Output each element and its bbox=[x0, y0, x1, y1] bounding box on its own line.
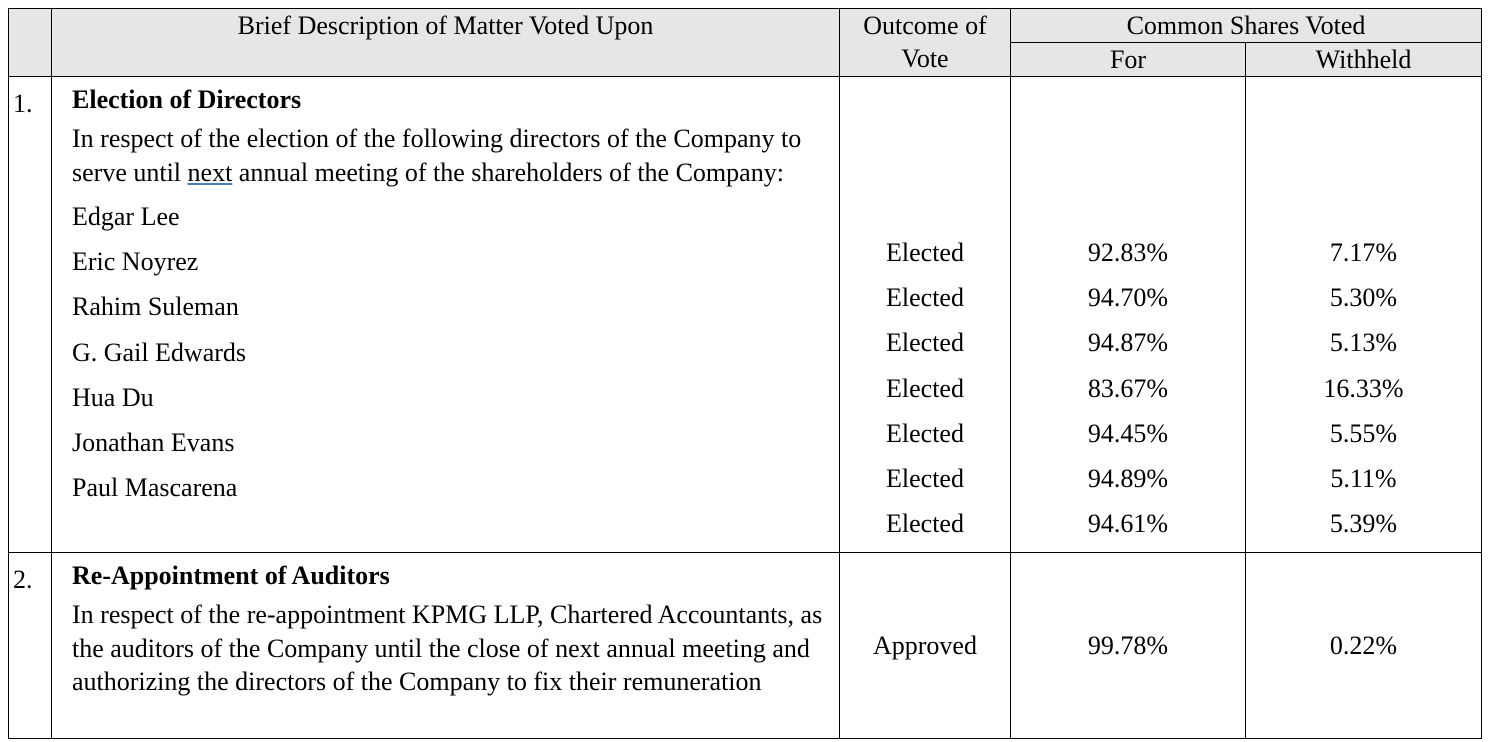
item-text bbox=[72, 122, 839, 189]
director-outcome: Elected bbox=[886, 373, 964, 403]
item-title: Election of Directors bbox=[72, 85, 302, 114]
director-outcome: Elected bbox=[886, 509, 964, 539]
director-outcome: Elected bbox=[886, 283, 964, 313]
header-number-cell bbox=[9, 9, 52, 77]
item-description bbox=[52, 77, 840, 553]
header-outcome: Outcome of Vote bbox=[840, 9, 1011, 77]
item-text: In respect of the re-appointment KPMG LLP, Chartered Accountants, as the auditors of the Company until the close of next annual meeting and authorizing the directors of the Company to fix their remuneration bbox=[72, 600, 823, 697]
director-name: Jonathan Evans bbox=[72, 427, 235, 457]
auditors-withheld-pct: 0.22% bbox=[1246, 553, 1482, 739]
table-row-re-appointment-of-auditors bbox=[9, 553, 1482, 739]
item-text-part: annual meeting of the shareholders of the Company: bbox=[232, 157, 784, 187]
director-for-pct: 83.67% bbox=[1087, 373, 1169, 403]
header-common-shares-voted: Common Shares Voted bbox=[1011, 9, 1482, 43]
director-outcome: Elected bbox=[886, 463, 964, 493]
outcome-column bbox=[840, 77, 1011, 553]
item-title: Re-Appointment of Auditors bbox=[72, 561, 390, 591]
director-withheld-pct: 5.39% bbox=[1329, 509, 1398, 539]
director-withheld-pct: 5.11% bbox=[1330, 463, 1397, 493]
auditors-outcome: Approved bbox=[840, 553, 1011, 739]
director-withheld-pct: 7.17% bbox=[1329, 238, 1398, 267]
item-number: 2. bbox=[9, 553, 52, 739]
director-outcome: Elected bbox=[886, 238, 964, 267]
director-name: Edgar Lee bbox=[72, 202, 180, 231]
header-withheld: Withheld bbox=[1246, 43, 1482, 77]
header-for: For bbox=[1011, 43, 1246, 77]
director-name: G. Gail Edwards bbox=[72, 337, 247, 367]
withheld-column bbox=[1246, 77, 1482, 553]
item-text-part: In respect of the election of the following directors of the Company to serve until bbox=[72, 124, 802, 187]
auditors-for-pct: 99.78% bbox=[1011, 553, 1246, 739]
header-description: Brief Description of Matter Voted Upon bbox=[52, 9, 840, 77]
item-description bbox=[52, 553, 840, 739]
director-withheld-pct: 5.55% bbox=[1329, 418, 1398, 448]
director-outcome: Elected bbox=[886, 328, 964, 358]
director-for-pct: 94.70% bbox=[1087, 283, 1169, 313]
director-name: Rahim Suleman bbox=[72, 292, 239, 322]
director-outcome: Elected bbox=[886, 418, 964, 448]
director-name: Eric Noyrez bbox=[72, 247, 199, 277]
item-text-underlined-word: next bbox=[187, 157, 233, 187]
director-for-pct: 94.61% bbox=[1087, 509, 1169, 539]
director-names-list bbox=[72, 200, 839, 516]
director-withheld-pct: 5.13% bbox=[1329, 328, 1398, 358]
table-row-election-of-directors bbox=[9, 77, 1482, 553]
director-for-pct: 94.45% bbox=[1087, 418, 1169, 448]
director-name: Paul Mascarena bbox=[72, 473, 238, 503]
director-for-pct: 94.89% bbox=[1087, 463, 1169, 493]
item-number: 1. bbox=[9, 77, 52, 553]
director-name: Hua Du bbox=[72, 382, 154, 412]
director-withheld-pct: 5.30% bbox=[1329, 283, 1398, 313]
director-for-pct: 92.83% bbox=[1087, 238, 1169, 267]
director-withheld-pct: 16.33% bbox=[1323, 373, 1404, 403]
voting-results-table bbox=[8, 8, 1482, 739]
for-column bbox=[1011, 77, 1246, 553]
director-for-pct: 94.87% bbox=[1087, 328, 1169, 358]
